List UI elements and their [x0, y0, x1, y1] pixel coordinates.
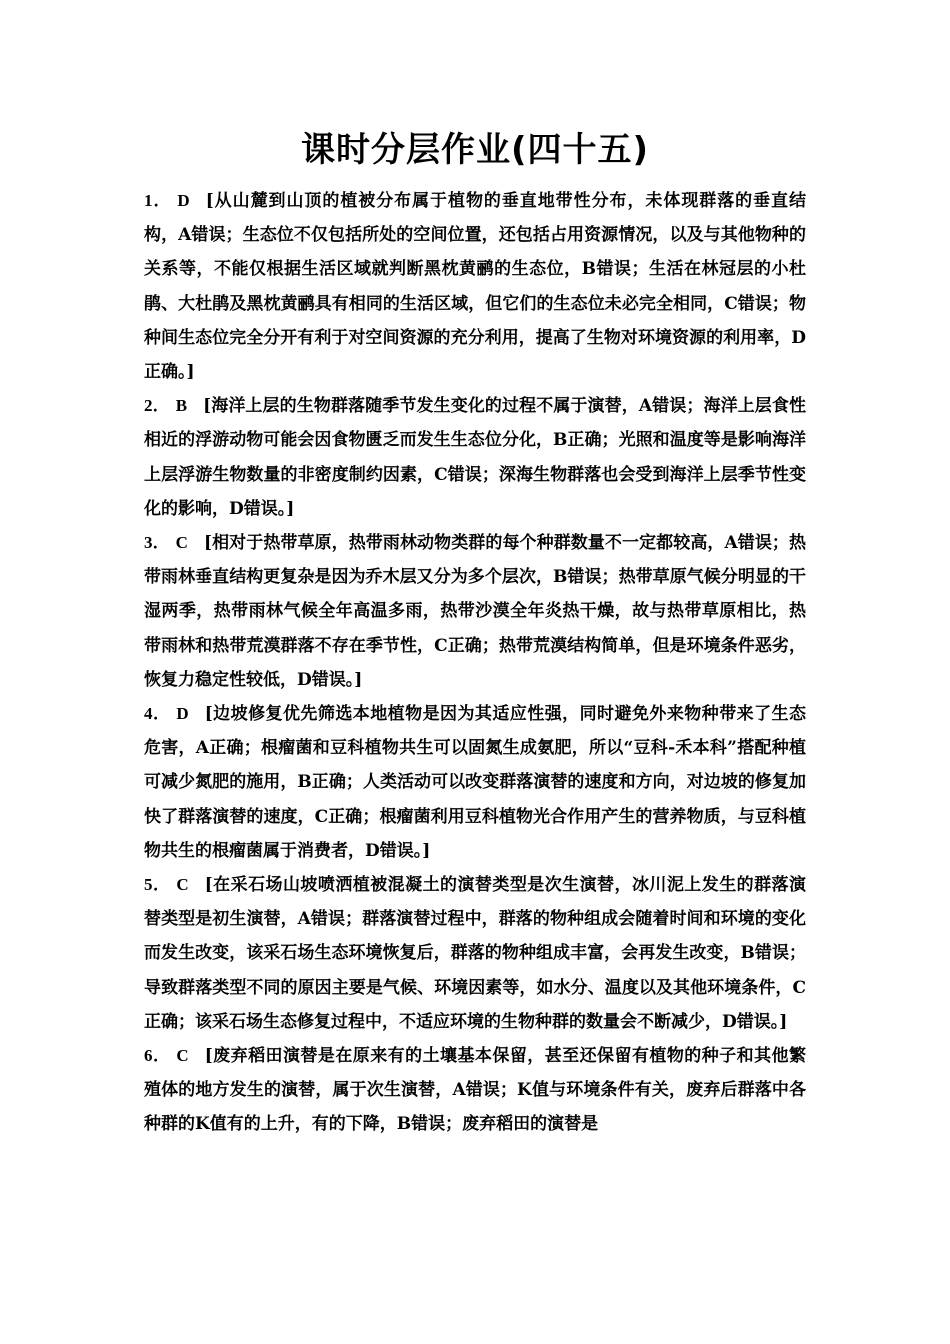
answer-item-1 — [144, 184, 806, 389]
answer-explanation: [从山麓到山顶的植被分布属于植物的垂直地带性分布，未体现群落的垂直结构，A错误；生态位不仅包括所处的空间位置，还包括占用资源情况，以及与其他物种的关系等，不能仅根据生活区域就判断黑枕黄鹂的生态位，B错误；生活在林冠层的小杜鹃、大杜鹃及黑枕黄鹂具有相同的生活区域，但它们的生态位未必完全相同，C错误；物种间生态位完全分开有利于对空间资源的充分利用，提高了生物对环境资源的利用率，D正确。] — [144, 191, 807, 383]
answer-explanation: [在采石场山坡喷洒植被混凝土的演替类型是次生演替，冰川泥上发生的群落演替类型是初生演替，A错误；群落演替过程中，群落的物种组成会随着时间和环境的变化而发生改变，该采石场生态环境恢复后，群落的物种组成丰富，会再发生改变，B错误；导致群落类型不同的原因主要是气候、环境因素等，如水分、温度以及其他环境条件，C正确；该采石场生态修复过程中，不适应环境的生物种群的数量会不断减少，D错误。] — [144, 875, 807, 1032]
answer-number: 6． — [144, 1046, 171, 1066]
answer-explanation: [海洋上层的生物群落随季节发生变化的过程不属于演替，A错误；海洋上层食性相近的浮游动物可能会因食物匮乏而发生生态位分化，B正确；光照和温度等是影响海洋上层浮游生物数量的非密度制约因素，C错误；深海生物群落也会受到海洋上层季节性变化的影响，D错误。] — [144, 396, 807, 519]
answer-choice: B — [175, 396, 188, 416]
answer-list — [144, 184, 806, 1142]
answer-choice: C — [176, 875, 189, 895]
answer-explanation: [相对于热带草原，热带雨林动物类群的每个种群数量不一定都较高，A错误；热带雨林垂直结构更复杂是因为乔木层又分为多个层次，B错误；热带草原气候分明显的干湿两季，热带雨林气候全年高温多雨，热带沙漠全年炎热干燥，故与热带草原相比，热带雨林和热带荒漠群落不存在季节性，C正确；热带荒漠结构简单，但是环境条件恶劣，恢复力稳定性较低，D错误。] — [144, 533, 807, 690]
answer-number: 1． — [144, 191, 172, 210]
answer-item-4 — [144, 697, 806, 868]
answer-item-5 — [144, 868, 806, 1039]
answer-number: 3． — [144, 533, 170, 553]
answer-choice: C — [176, 1046, 189, 1066]
answer-number: 4． — [144, 704, 171, 724]
answer-item-2 — [144, 389, 806, 526]
answer-choice: D — [177, 191, 190, 210]
answer-number: 5． — [144, 875, 171, 895]
answer-choice: C — [175, 533, 188, 553]
page-title: 课时分层作业(四十五) — [300, 130, 650, 170]
answer-item-6 — [144, 1039, 806, 1142]
answer-item-3 — [144, 526, 806, 697]
answer-choice: D — [176, 704, 189, 724]
answer-explanation: [废弃稻田演替是在原来有的土壤基本保留，甚至还保留有植物的种子和其他繁殖体的地方发生的演替，属于次生演替，A错误；K值与环境条件有关，废弃后群落中各种群的K值有的上升，有的下降，B错误；废弃稻田的演替是 — [144, 1046, 807, 1135]
answer-number: 2． — [144, 396, 170, 416]
answer-explanation: [边坡修复优先筛选本地植物是因为其适应性强，同时避免外来物种带来了生态危害，A正确；根瘤菌和豆科植物共生可以固氮生成氨肥，所以“豆科-禾本科”搭配种植可减少氮肥的施用，B正确；人类活动可以改变群落演替的速度和方向，对边坡的修复加快了群落演替的速度，C正确；根瘤菌利用豆科植物光合作用产生的营养物质，与豆科植物共生的根瘤菌属于消费者，D错误。] — [144, 704, 807, 861]
